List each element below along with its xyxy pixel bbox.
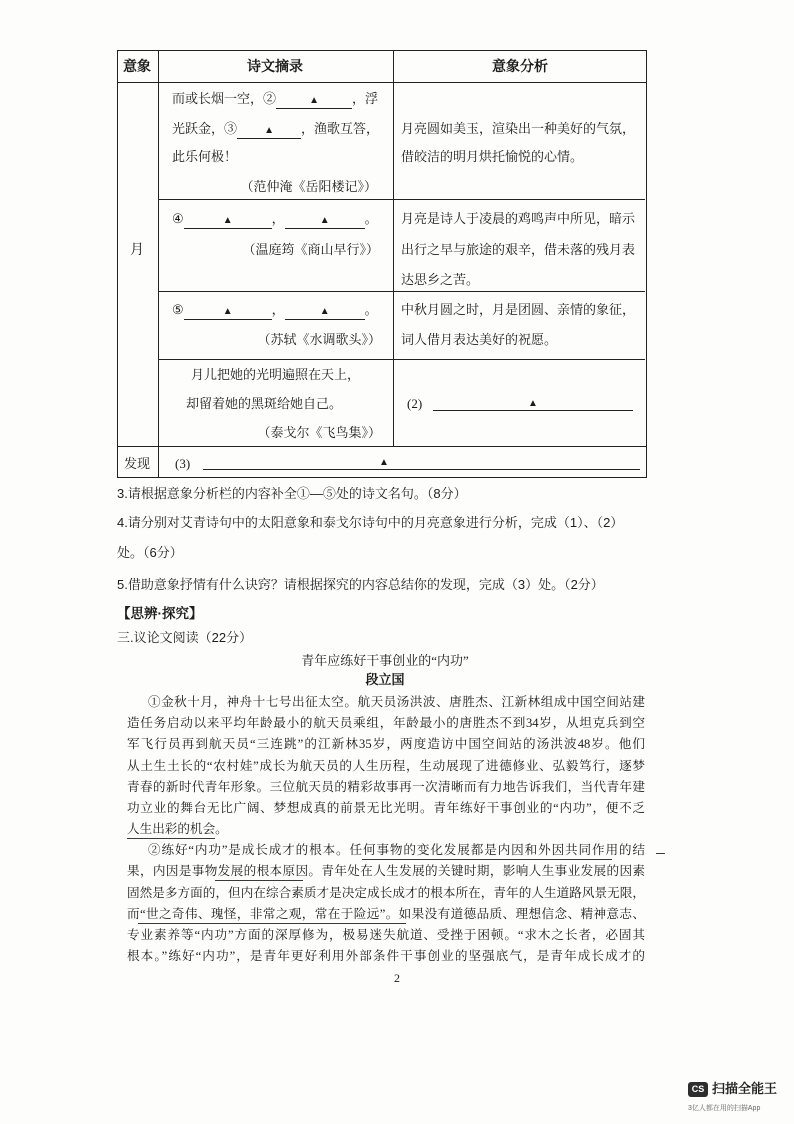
- paragraph-2-line: 根本。”练好“内功”，是青年更好利用外部条件干事创业的坚强底气，是青年成长成才的: [127, 949, 645, 963]
- handwritten-underline: [362, 859, 612, 860]
- row2-analysis-line: 达思乡之苦。: [401, 272, 480, 287]
- row2-analysis-line: 月亮是诗人于凌晨的鸡鸣声中所见，暗示: [401, 211, 636, 226]
- article-title: 青年应练好干事创业的“内功”: [301, 653, 469, 668]
- triangle-marker-icon: ▲: [309, 95, 319, 106]
- row2-source: （温庭筠《商山早行》）: [242, 242, 379, 257]
- row1-excerpt-line: [172, 121, 379, 139]
- table-row-divider: [158, 199, 645, 200]
- row3-analysis-line: 词人借月表达美好的祝愿。: [401, 332, 558, 347]
- camscanner-logo-icon: CS: [688, 1082, 708, 1097]
- table-row-divider: [158, 359, 645, 360]
- watermark-brand: 扫描全能王: [712, 1081, 778, 1096]
- paragraph-1-line: 人生出彩的机会。: [127, 822, 228, 836]
- finding-label: 发现: [123, 456, 151, 471]
- paragraph-2-line: 果，内因是事物发展的根本原因。青年处在人生发展的关键时期，影响人生事业发展的因素: [127, 864, 645, 878]
- row2-analysis-line: 出行之早与旅途的艰辛，借未落的残月表: [401, 242, 636, 257]
- question-4-line: 处。（6分）: [117, 545, 183, 560]
- row4-excerpt-line: 却留着她的黑斑给她自己。: [186, 396, 343, 411]
- question-5: 5.借助意象抒情有什么诀窍？请根据探究的内容总结你的发现，完成（3）处。（2分）: [117, 577, 604, 592]
- paragraph-1-line: 从土生土长的“农村娃”成长为航天员的人生历程，生动展现了进德修业、弘毅笃行，逐梦: [127, 759, 645, 773]
- row1-analysis-line: 借皎洁的明月烘托愉悦的心情。: [401, 149, 584, 164]
- header-analysis: 意象分析: [492, 58, 548, 74]
- row4-analysis-number: (2): [407, 396, 423, 411]
- table-column-divider: [158, 51, 159, 477]
- table-row-divider: [158, 291, 645, 292]
- finding-number: (3): [175, 456, 191, 471]
- handwritten-dash: [656, 853, 665, 854]
- triangle-marker-icon: ▲: [319, 215, 330, 226]
- paragraph-1-line: 功立业的舞台无比广阔、梦想成真的前景无比光明。青年练好干事创业的“内功”，便不乏: [127, 801, 645, 815]
- answer-blank: [285, 214, 365, 229]
- table-row-divider: [118, 446, 646, 447]
- blank-number: ②: [263, 91, 277, 106]
- answer-blank: [184, 214, 272, 229]
- table-header-divider: [118, 82, 646, 83]
- article-author: 段立国: [365, 672, 405, 687]
- text-segment: 。: [364, 302, 378, 317]
- page-number: 2: [394, 971, 400, 985]
- triangle-marker-icon: ▲: [319, 306, 330, 317]
- header-image: 意象: [123, 58, 151, 74]
- watermark-tagline: 3亿人都在用的扫描App: [688, 1105, 761, 1112]
- triangle-marker-icon: ▲: [222, 306, 233, 317]
- paragraph-1-line: 青春的新时代青年形象。三位航天员的精彩故事再一次清晰而有力地告诉我们，当代青年建: [127, 780, 645, 794]
- imagery-table: [117, 50, 647, 478]
- answer-blank: [433, 397, 633, 411]
- row1-excerpt-line: 此乐何极！: [172, 149, 238, 164]
- row1-excerpt-line: [172, 91, 378, 109]
- paragraph-1-line: 造任务启动以来平均年龄最小的航天员乘组，年龄最小的唐胜杰不到34岁，从坦克兵到空: [127, 716, 645, 730]
- text-segment: ，渔歌互答，: [301, 121, 380, 136]
- blank-number: ③: [224, 121, 238, 136]
- question-4-line: 4.请分别对艾青诗句中的太阳意象和泰戈尔诗句中的月亮意象进行分析，完成（1）、（2）: [117, 515, 624, 530]
- image-label-moon: 月: [130, 243, 144, 258]
- paragraph-2-line: 而“世之奇伟、瑰怪，非常之观，常在于险远”。如果没有道德品质、理想信念、精神意志、: [127, 907, 645, 921]
- answer-blank: [276, 94, 352, 109]
- paragraph-1-line: ①金秋十月，神舟十七号出征太空。航天员汤洪波、唐胜杰、江新林组成中国空间站建: [148, 695, 645, 709]
- triangle-marker-icon: ▲: [264, 125, 274, 136]
- triangle-marker-icon: ▲: [528, 398, 538, 409]
- text-segment: 而或长烟一空，: [172, 91, 264, 106]
- handwritten-underline: [127, 838, 215, 839]
- header-excerpt: 诗文摘录: [247, 58, 303, 74]
- text-segment: ，: [271, 211, 285, 226]
- answer-blank: [184, 305, 272, 320]
- text-segment: 。: [364, 211, 378, 226]
- answer-blank: [285, 305, 365, 320]
- row3-source: （苏轼《水调歌头》）: [257, 332, 381, 347]
- triangle-marker-icon: ▲: [222, 215, 233, 226]
- part-title: 三.议论文阅读（22分）: [117, 630, 253, 645]
- paragraph-1-line: 军飞行员再到航天员“三连跳”的江新林35岁，两度造访中国空间站的汤洪波48岁。他们: [127, 737, 645, 751]
- paragraph-2-line: ②练好“内功”是成长成才的根本。任何事物的变化发展都是内因和外因共同作用的结: [148, 843, 645, 857]
- handwritten-underline: [215, 880, 303, 881]
- row1-analysis-line: 月亮圆如美玉，渲染出一种美好的气氛，: [401, 121, 636, 136]
- question-3: 3.请根据意象分析栏的内容补全①—⑤处的诗文名句。（8分）: [117, 486, 467, 501]
- row3-analysis-line: 中秋月圆之时，月是团圆、亲情的象征，: [401, 302, 636, 317]
- row4-excerpt-line: 月儿把她的光明遍照在天上，: [191, 367, 361, 382]
- table-column-divider: [393, 51, 394, 447]
- blank-number: ④: [172, 211, 184, 226]
- handwritten-underline: [138, 923, 406, 924]
- text-segment: ，: [271, 302, 285, 317]
- triangle-marker-icon: ▲: [379, 457, 389, 468]
- row1-source: （范仲淹《岳阳楼记》）: [240, 179, 377, 194]
- text-segment: 光跃金，: [172, 121, 225, 136]
- text-segment: ，浮: [352, 91, 379, 106]
- paragraph-2-line: 固然是多方面的，但内在综合素质才是决定成长成才的根本所在，青年的人生道路风景无限，: [127, 886, 645, 900]
- row2-excerpt-line: [172, 211, 378, 229]
- row3-excerpt-line: [172, 302, 378, 320]
- blank-number: ⑤: [172, 302, 184, 317]
- row4-source: （泰戈尔《飞鸟集》）: [257, 425, 381, 440]
- section-heading: 【思辨·探究】: [117, 606, 203, 621]
- answer-blank: [203, 456, 640, 470]
- paragraph-2-line: 专业素养等“内功”方面的深厚修为，极易迷失航道、受挫于困顿。“求木之长者，必固其: [127, 928, 645, 942]
- answer-blank: [237, 124, 301, 139]
